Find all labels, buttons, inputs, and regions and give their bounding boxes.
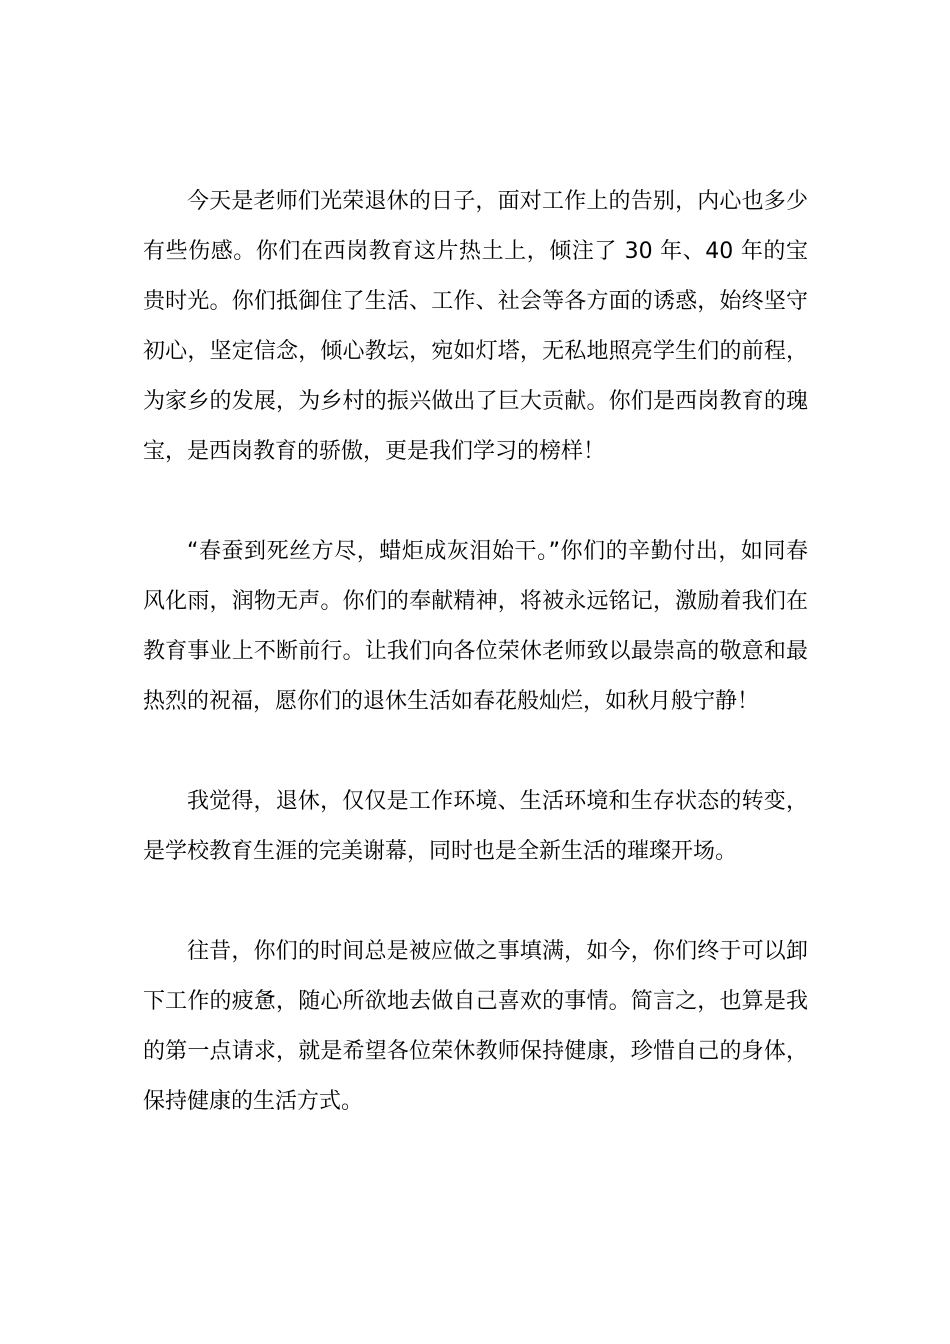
paragraph-3: 我觉得，退休，仅仅是工作环境、生活环境和生存状态的转变，是学校教育生涯的完美谢幕，同时也是全新生活的璀璨开场。 — [143, 789, 808, 864]
document-body — [143, 177, 808, 1127]
paragraph-4: 往昔，你们的时间总是被应做之事填满，如今，你们终于可以卸下工作的疲惫，随心所欲地去做自己喜欢的事情。简言之，也算是我的第一点请求，就是希望各位荣休教师保持健康，珍惜自己的身体，保持健康的生活方式。 — [143, 939, 808, 1114]
paragraph-2: “春蚕到死丝方尽，蜡炬成灰泪始干。”你们的辛勤付出，如同春风化雨，润物无声。你们的奉献精神，将被永远铭记，激励着我们在教育事业上不断前行。让我们向各位荣休老师致以最崇高的敬意和最热烈的祝福，愿你们的退休生活如春花般灿烂，如秋月般宁静！ — [143, 539, 808, 714]
paragraph-1: 今天是老师们光荣退休的日子，面对工作上的告别，内心也多少有些伤感。你们在西岗教育这片热土上，倾注了 30 年、40 年的宝贵时光。你们抵御住了生活、工作、社会等各方面的诱惑，始终坚守初心，坚定信念，倾心教坛，宛如灯塔，无私地照亮学生们的前程，为家乡的发展，为乡村的振兴做出了巨大贡献。你们是西岗教育的瑰宝，是西岗教育的骄傲，更是我们学习的榜样！ — [143, 189, 808, 464]
